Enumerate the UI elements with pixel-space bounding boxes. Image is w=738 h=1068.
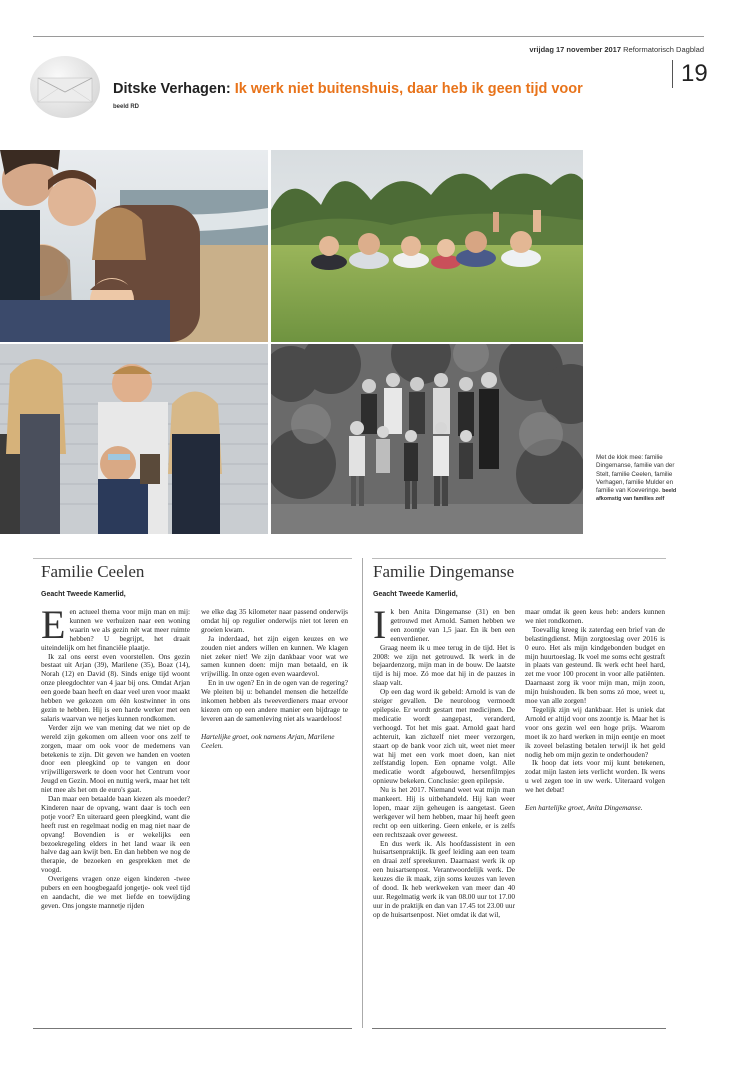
envelope-icon	[30, 56, 100, 118]
paragraph: Graag neem ik u mee terug in de tijd. Het is 2008: we zijn net getrouwd. Ik werk in de bejaardenzorg, mijn man in de bouw. De laatste tijd is hij moe. Zó moe dat hij in de pauzes in slaap valt.	[373, 642, 515, 688]
right-article-title: Familie Dingemanse	[373, 562, 515, 581]
right-article-salutation: Geacht Tweede Kamerlid,	[373, 591, 458, 598]
left-article-signature: Hartelijke groet, ook namens Arjan, Marilene Ceelen.	[201, 731, 335, 750]
headline-photo-credit: beeld RD	[113, 104, 140, 110]
photo-family-dingemanse	[0, 150, 268, 342]
paragraph: Verder zijn we van mening dat we niet op de wereld zijn gekomen om alleen voor ons zelf te zorgen, maar om ook voor de medemens van betekenis te zijn. Dit geven we handen en voeten door een pleegkind op te vangen en door vrijwilligerswerk te doen voor het Centrum voor Jeugd en Gezin. Mooi en nuttig werk, maar het telt niet mee als het om de euro's gaat.	[41, 722, 190, 795]
left-article-column-2	[201, 608, 348, 1020]
paragraph: we elke dag 35 kilometer naar passend onderwijs omdat hij op regulier onderwijs niet tot leren en groeien kwam.	[201, 608, 348, 634]
right-article-rule	[372, 558, 666, 559]
paragraph: en actueel thema voor mijn man en mij: kunnen we verhuizen naar een woning waarin we als gezin nét wat meer ruimte hebben? U begrijpt, het draait uiteindelijk om het financiële plaatje.	[41, 608, 190, 652]
photo-caption-credit: beeld afkomstig van families zelf	[596, 488, 677, 503]
paragraph: Tegelijk zijn wij dankbaar. Het is uniek dat Arnold er altijd voor ons zoontje is. Maar het is voor ons gezin wel een hoge prijs. Waarom moet ik zo hard werken in mijn eentje en moet ik zoveel belasting betalen terwijl ik het geld nodig heb om mijn gezin te onderhouden?	[525, 704, 665, 759]
headline	[113, 81, 583, 97]
headline-name: Ditske Verhagen:	[113, 81, 231, 97]
right-article-column-2	[525, 608, 665, 1020]
left-article-title: Familie Ceelen	[41, 562, 145, 581]
paragraph: Dan maar een betaalde baan kiezen als moeder? Kinderen naar de opvang, want daar is toch een potje voor? En uiteraard geen pleegkind, want die heeft rust en regelmaat nodig en mag niet naar de opvang! Bovendien is er wekelijks een bezoekregeling elders in het land waar ik een halve dag aan kwijt ben. En dan hebben we nog de therapie, de bezoeken en gesprekken met de voogd.	[41, 794, 190, 875]
top-rule	[33, 36, 704, 37]
paragraph: En dus werk ik. Als hoofdassistent in een huisartsenpraktijk. Ik geef leiding aan een team en draai zelf spreekuren. Daarnaast werk ik op een huisartsenpost. Verantwoordelijk werk. De keuzes die ik maak, zijn soms keuzes van leven of dood. Ik heb werkweken van meer dan 40 uur. Regelmatig werk ik van 08.00 uur tot 17.00 uur in de praktijk en dan van 17.45 tot 23.00 uur op de huisartsenpost. Niet omdat ik dat wil,	[373, 838, 515, 919]
headline-quote: Ik werk niet buitenshuis, daar heb ik geen tijd voor	[234, 81, 583, 97]
right-article-column-1	[373, 608, 515, 1020]
paragraph: Ik zal ons eerst even voorstellen. Ons gezin bestaat uit Arjan (39), Marilene (35), Boaz (14), Norah (12) en David (8). Sinds enige tijd woont onze pleegdochter van 4 jaar bij ons. Omdat Arjan een goede baan heeft en daar veel uren voor maakt hebben we gekozen om één kostwinner in ons gezin te hebben. Hij is een harde werker met een salaris waarvan we netjes kunnen rondkomen.	[41, 651, 190, 723]
issue-date: vrijdag 17 november 2017	[529, 45, 622, 54]
paragraph: Op een dag word ik gebeld: Arnold is van de steiger gevallen. De neuroloog vermoedt epilepsie. Er wordt gestart met medicijnen. De medicatie wordt aangepast, veranderd, verhoogd. Tot het mis gaat. Arnold gaat hard achteruit, kan zichzelf niet meer verzorgen, staart op de bank voor zich uit, weet niet meer wat hij met een vork moet doen, kan niet zelfstandig lopen. Een opname volgt. Alle medicatie wordt afgebouwd, hersenfilmpjes opnieuw bekeken. Conclusie: geen epilepsie.	[373, 687, 515, 786]
paragraph: Overigens vragen onze eigen kinderen -twee pubers en een hoogbegaafd jongetje- ook veel tijd en aandacht, die we met liefde en toewijding geven. Ons jongste mannetje rijden	[41, 874, 190, 910]
paragraph: Nu is het 2017. Niemand weet wat mijn man mankeert. Hij is uitbehandeld. Hij kan weer lopen, maar zijn geheugen is aangetast. Geen werkgever wil hem hebben, maar hij heeft geen recht op een uitkering. Geen enkele, er is zelfs een rechtszaak over geweest.	[373, 785, 515, 839]
left-article-rule	[33, 558, 352, 559]
photo-caption	[596, 454, 678, 504]
right-article-signature: Een hartelijke groet, Anita Dingemanse.	[525, 803, 643, 813]
dateline	[529, 45, 704, 54]
left-article-bottom-rule	[33, 1028, 352, 1029]
paragraph: En in uw ogen? En in de ogen van de regering? We pleiten bij u: behandel mensen die hetzelfde inkomen hebben als tweeverdieners maar ervoor kiezen om op een andere manier een bijdrage te leveren aan de samenleving niet als waardeloos!	[201, 678, 348, 723]
paragraph: k ben Anita Dingemanse (31) en ben getrouwd met Arnold. Samen hebben we een zoontje van 1,5 jaar. En ik ben een eenverdiener.	[390, 608, 515, 643]
left-article-column-1	[41, 608, 190, 1020]
column-divider	[362, 558, 363, 1028]
photo-caption-text: Met de klok mee: familie Dingemanse, familie van der Stelt, familie Ceelen, familie Verhagen, familie Mulder en familie van Koeveringe.	[596, 454, 675, 495]
photo-family-van-der-stelt	[271, 150, 583, 342]
left-article-salutation: Geacht Tweede Kamerlid,	[41, 591, 126, 598]
paragraph: Ja inderdaad, het zijn eigen keuzes en we zouden niet anders willen en kunnen. We klagen niet zeker niet! We zijn dankbaar voor wat we samen kunnen doen: mijn man betaald, en ik vrijwillig. In onze ogen even waardevol.	[201, 633, 348, 679]
paragraph: Ik hoop dat iets voor mij kunt betekenen, zodat mijn lasten iets verlicht worden. Ik wens u wel zegen toe in uw werk. Uiteraard volgen we het debat!	[525, 758, 665, 795]
paragraph: maar omdat ik geen keus heb: anders kunnen we niet rondkomen.	[525, 608, 665, 625]
paragraph: Toevallig kreeg ik zaterdag een brief van de belastingdienst. Mijn zorgtoeslag over 2016 is 0 euro. Het als mijn kindgebonden budget en mijn huurtoeslag. Ik voel me soms echt gestraft in plaats van gesteund. Ik werk echt heel hard, zet me voor 100 procent in voor alle patiënten. Daarnaast zorg ik voor mijn man, mijn zoon, mijn huishouden. Ik ben soms zó moe, weet u, moe van alle zorgen!	[525, 624, 665, 706]
publication-name: Reformatorisch Dagblad	[623, 45, 704, 54]
right-article-bottom-rule	[372, 1028, 666, 1029]
page-number-divider	[672, 60, 673, 88]
left-article-dropcap: E	[41, 608, 66, 647]
photo-family-ceelen	[0, 344, 268, 534]
photo-family-verhagen	[271, 344, 583, 534]
right-article-dropcap: I	[373, 608, 387, 647]
page-number: 19	[681, 60, 708, 87]
